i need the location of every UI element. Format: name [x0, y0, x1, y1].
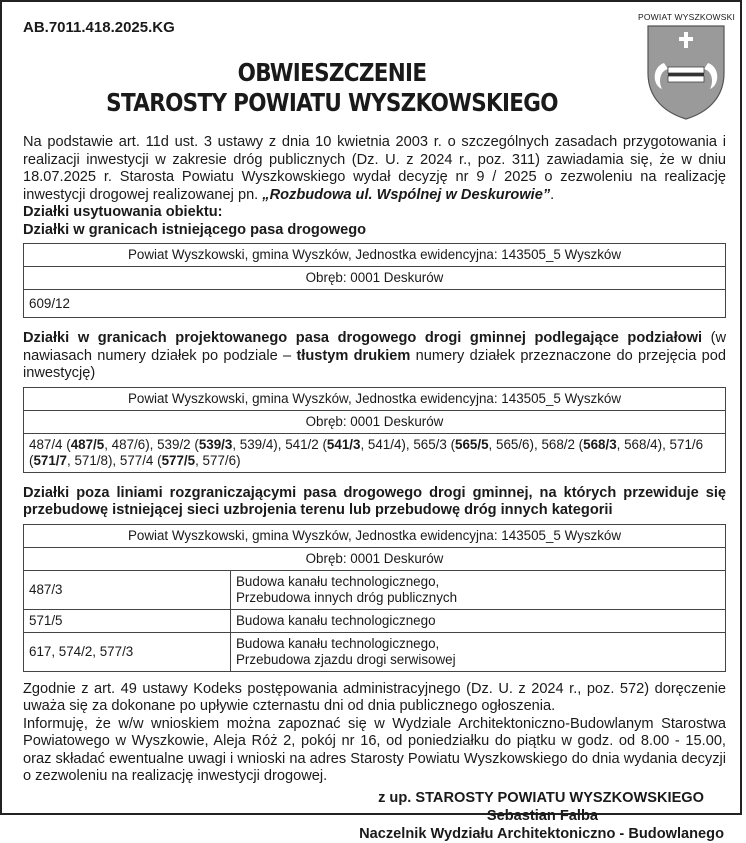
section-divided-heading [23, 330, 726, 383]
plot-number-remaining: 577/6 [202, 452, 237, 468]
table-unit-cell: Powiat Wyszkowski, gmina Wyszków, Jednostka ewidencyjna: 143505_5 Wyszków [24, 244, 726, 267]
plot-number: 541/2 [285, 436, 319, 452]
plot-number: 568/2 [541, 436, 575, 452]
plot-number: 577/4 [119, 452, 154, 468]
signature-name: Sebastian Falba [486, 807, 598, 824]
plot-numbers-cell: 617, 574/2, 577/3 [24, 632, 231, 671]
delivery-paragraph: Zgodnie z art. 49 ustawy Kodeks postępowania administracyjnego (Dz. U. z 2024 r., poz. 572) doręczenie uważa się za dokonane po upływie czternastu dni od dnia publicznego ogłoszenia. [23, 680, 726, 714]
heading-plots: Działki usytuowania obiektu: [23, 204, 223, 220]
county-crest [638, 12, 734, 124]
plot-number-taken: 487/5 [70, 436, 105, 452]
plot-number-taken: 568/3 [583, 436, 617, 452]
plot-number: 539/2 [157, 436, 191, 452]
plot-number-remaining: 565/6 [496, 436, 530, 452]
table-precinct-cell: Obręb: 0001 Deskurów [24, 267, 726, 290]
investment-name: „Rozbudowa ul. Wspólnej w Deskurowie” [262, 186, 551, 203]
plot-number-remaining: 541/4 [367, 436, 402, 452]
table-precinct-cell: Obręb: 0001 Deskurów [24, 410, 726, 433]
table-precinct-cell: Obręb: 0001 Deskurów [24, 547, 726, 570]
information-paragraph: Informuję, że w/w wnioskiem można zapoznać się w Wydziale Architektoniczno-Budowlanym Starostwa Powiatowego w Wyszkowie, Aleja Róż 2, pokój nr 16, od poniedziałku do piątku w godz. od 8.00 - 15.00, oraz składać ewentualne uwagi i wnioski na adres Starosty Powiatu Wyszkowskiego do dnia wydania decyzji o zezwoleniu na realizację inwestycji drogowej. [23, 715, 726, 784]
plot-number: 571/6 [669, 436, 704, 452]
plot-number-taken: 577/5 [161, 452, 196, 468]
table-plots-cell: 487/4 (487/5, 487/6), 539/2 (539/3, 539/4), 541/2 (541/3, 541/4), 565/3 (565/5, 565/6), 568/2 (568/3, 568/4), 571/6 (571/7, 571/8), 577/4 (577/5, 577/6) [24, 433, 726, 472]
title-line-1: OBWIESZCZENIE [237, 58, 427, 87]
notice-body [23, 134, 726, 843]
intro-text: Na podstawie art. 11d ust. 3 ustawy z dnia 10 kwietnia 2003 r. o szczególnych zasadach przygotowania i realizacji inwestycji w zakresie dróg publicznych (Dz. U. z 2024 r., poz. 311) zawiadamia się, że w dniu 18.07.2025 r. Starosta Powiatu Wyszkowskiego wydał decyzję nr 9 / 2025 o zezwoleniu na realizację inwestycji drogowej realizowanej pn. [23, 134, 726, 203]
case-reference: AB.7011.418.2025.KG [23, 19, 175, 36]
section-divided-title: Działki w granicach projektowanego pasa drogowego drogi gminnej podlegające podziałowi [23, 330, 702, 346]
plot-number: 565/3 [413, 436, 447, 452]
table-divided-plots [23, 387, 726, 473]
divided-plot-entry: 568/2 (568/3, 568/4) [541, 436, 663, 452]
crest-label: POWIAT WYSZKOWSKI [638, 12, 736, 22]
section-divided-note-end: numery działek przeznaczone do przejęcia pod inwestycję) [23, 347, 726, 381]
section-divided-bold-note: tłustym drukiem [296, 347, 411, 364]
plot-number-taken: 539/3 [198, 436, 233, 452]
plot-number-remaining: 539/4 [239, 436, 274, 452]
plot-number: 487/4 [29, 436, 63, 452]
divided-plot-entry: 565/3 (565/5, 565/6) [413, 436, 534, 452]
divided-plot-entry: 487/4 (487/5, 487/6) [29, 436, 150, 452]
works-cell [231, 570, 726, 609]
title-line-2: STAROSTY POWIATU WYSZKOWSKIEGO [106, 88, 558, 117]
table-existing-road [23, 243, 726, 318]
plot-number-remaining: 568/4 [624, 436, 658, 452]
table-row [24, 570, 726, 609]
divided-plot-entry: 541/2 (541/3, 541/4) [285, 436, 406, 452]
section-utilities-heading: Działki poza liniami rozgraniczającymi pasa drogowego drogi gminnej, na których przewiduje się przebudowę istniejącej sieci uzbrojenia terenu lub przebudowę dróg innych kategorii [23, 484, 726, 518]
signature-position: Naczelnik Wydziału Architektoniczno - Budowlanego [359, 825, 724, 842]
plot-numbers-cell: 487/3 [24, 570, 231, 609]
plot-number-remaining: 487/6 [111, 436, 146, 452]
plot-number-taken: 565/5 [455, 436, 489, 452]
works-line: Przebudowa innych dróg publicznych [236, 589, 458, 605]
divided-plot-entry: 577/4 (577/5, 577/6) [119, 452, 241, 468]
works-line: Budowa kanału technologicznego, [236, 635, 440, 651]
table-unit-cell: Powiat Wyszkowski, gmina Wyszków, Jednostka ewidencyjna: 143505_5 Wyszków [24, 524, 726, 547]
works-line: Przebudowa zjazdu drogi serwisowej [236, 651, 456, 667]
signature-authority: z up. STAROSTY POWIATU WYSZKOWSKIEGO [378, 789, 704, 806]
works-cell [231, 609, 726, 632]
shield-icon [644, 23, 728, 121]
heading-existing-road: Działki w granicach istniejącego pasa drogowego [23, 221, 367, 238]
table-unit-cell: Powiat Wyszkowski, gmina Wyszków, Jednostka ewidencyjna: 143505_5 Wyszków [24, 387, 726, 410]
plot-number-taken: 541/3 [326, 436, 361, 452]
table-row [24, 632, 726, 671]
divided-plot-entry: 571/6 (571/7, 571/8) [29, 436, 704, 468]
table-utility-plots [23, 524, 726, 672]
plot-number-taken: 571/7 [33, 452, 67, 468]
plot-numbers-cell: 571/5 [24, 609, 231, 632]
table-plots-cell: 609/12 [24, 290, 726, 318]
table-row [24, 609, 726, 632]
intro-end: . [550, 186, 555, 203]
intro-paragraph [23, 134, 726, 204]
signature-block [23, 789, 726, 843]
works-line: Budowa kanału technologicznego, [236, 573, 440, 589]
section-divided-note: (w nawiasach numery działek po podziale – [23, 330, 726, 364]
works-cell [231, 632, 726, 671]
plot-number-remaining: 571/8 [74, 452, 108, 468]
divided-plot-entry: 539/2 (539/3, 539/4) [157, 436, 278, 452]
works-line: Budowa kanału technologicznego [236, 612, 436, 628]
